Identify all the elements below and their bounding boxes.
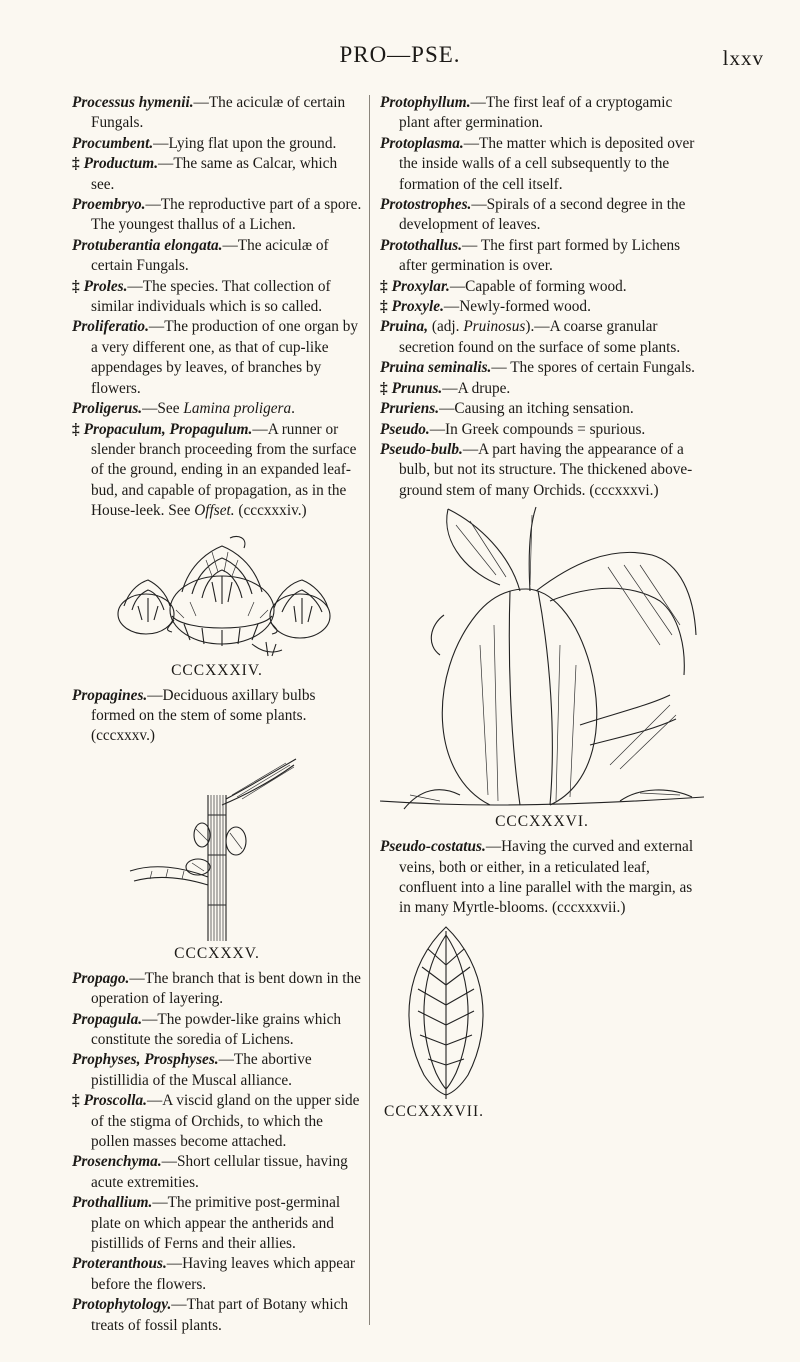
figure-cccxxxiv <box>72 532 362 680</box>
obsolete-marker: ‡ <box>380 298 388 316</box>
entry-definition: — The first part formed by Lichens after germination is over. <box>399 236 681 275</box>
entry-definition: —The aciculæ of certain Fungals. <box>91 94 346 132</box>
myrtle-leaf-illustration <box>386 925 506 1101</box>
figure-cccxxxvii <box>386 925 704 1121</box>
entry-definition: —The species. That collection of similar individuals which is so called. <box>91 277 331 316</box>
glossary-entry <box>380 837 704 919</box>
obsolete-marker: ‡ <box>72 420 80 438</box>
entry-definition: —The powder-like grains which constitute the soredia of Lichens. <box>91 1010 342 1048</box>
entry-term: Proxyle. <box>391 298 444 316</box>
obsolete-marker: ‡ <box>72 1092 80 1110</box>
entry-definition: —That part of Botany which treats of fossil plants. <box>91 1296 349 1334</box>
figure-caption: CCCXXXV. <box>174 944 260 962</box>
entry-definition: —Spirals of a second degree in the development of leaves. <box>399 196 686 234</box>
entry-term: Protuberantia elongata. <box>72 236 223 254</box>
entry-term: Pseudo. <box>380 420 430 438</box>
figure-cccxxxvi <box>380 505 704 831</box>
entry-definition: —The aciculæ of certain Fungals. <box>91 236 329 275</box>
entry-term: Proteranthous. <box>72 1255 167 1273</box>
entry-term: Protothallus. <box>380 236 463 254</box>
entry-term: Pruina, <box>380 318 429 336</box>
glossary-entry <box>380 440 704 501</box>
entry-definition: —The branch that is bent down in the operation of layering. <box>91 969 361 1008</box>
entry-term: Pruina seminalis. <box>380 359 492 377</box>
entry-definition: —The production of one organ by a very different one, as that of cup-like appendages by leaves, of branches by flowers. <box>91 318 359 397</box>
glossary-entry <box>380 358 704 378</box>
glossary-entry <box>72 195 362 236</box>
glossary-entry <box>72 1050 362 1091</box>
entry-term: Processus hymenii. <box>72 94 194 111</box>
entry-definition: —The abortive pistillidia of the Muscal alliance. <box>91 1051 312 1089</box>
entry-term: Propagula. <box>72 1010 143 1028</box>
figure-cccxxxv <box>72 755 362 963</box>
glossary-entry <box>72 969 362 1010</box>
entry-term: Proliferatio. <box>72 318 149 336</box>
pseudo-bulb-illustration <box>380 505 704 811</box>
axillary-bulbs-illustration <box>72 755 362 943</box>
entry-definition: —A part having the appearance of a bulb, but not its structure. The thickened above-ground stem of many Orchids. (cccxxxvi.) <box>399 440 693 499</box>
glossary-entry <box>72 317 362 399</box>
glossary-entry <box>380 420 704 440</box>
glossary-entry <box>72 1254 362 1295</box>
entry-definition: —Newly-formed wood. <box>443 298 591 316</box>
entry-definition-end: ).—A coarse granular secretion found on the surface of some plants. <box>399 318 681 356</box>
glossary-entry <box>380 317 704 358</box>
entry-list <box>72 93 362 522</box>
entry-term: Protophytology. <box>72 1296 172 1314</box>
entry-definition: —Having leaves which appear before the flowers. <box>91 1255 355 1293</box>
entry-definition: —A runner or slender branch proceeding from the surface of the ground, ending in an expanded leaf-bud, and capable of propagation, as in the House-leek. See <box>91 420 357 520</box>
column-divider <box>369 95 370 1325</box>
left-column <box>72 93 362 1336</box>
entry-definition: —Deciduous axillary bulbs formed on the stem of some plants. (cccxxxv.) <box>91 686 316 745</box>
entry-definition: —The primitive post-germinal plate on which appear the antherids and pistillids of Ferns and their allies. <box>91 1194 341 1253</box>
glossary-entry <box>380 379 704 399</box>
running-title: PRO—PSE. <box>339 42 461 67</box>
entry-definition: —The matter which is deposited over the inside walls of a cell subsequently to the formation of the cell itself. <box>399 134 695 193</box>
entry-definition: —The reproductive part of a spore. The youngest thallus of a Lichen. <box>91 196 362 234</box>
entry-term: Propagines. <box>72 686 148 704</box>
glossary-entry <box>72 686 362 747</box>
entry-term: Prunus. <box>391 379 443 397</box>
obsolete-marker: ‡ <box>72 277 80 295</box>
glossary-entry <box>72 236 362 277</box>
entry-term: Pseudo-costatus. <box>380 838 486 856</box>
entry-term: Propaculum, Propagulum. <box>83 420 253 438</box>
glossary-entry <box>72 93 362 134</box>
entry-definition: —See <box>142 400 184 418</box>
entry-list <box>380 93 704 501</box>
entry-term: Proligerus. <box>72 400 143 418</box>
entry-term: Procumbent. <box>72 134 154 152</box>
entry-cross-reference: Offset. <box>194 502 235 520</box>
entry-term: Prosenchyma. <box>72 1153 162 1171</box>
glossary-entry <box>380 297 704 317</box>
glossary-entry <box>380 93 704 134</box>
entry-definition: —Having the curved and external veins, both or either, in a reticulated leaf, confluent into a line parallel with the margin, as in many Myrtle-blooms. (cccxxxvii.) <box>399 838 694 917</box>
glossary-entry <box>72 277 362 318</box>
entry-definition: —Capable of forming wood. <box>449 277 627 295</box>
entry-definition: —Causing an itching sensation. <box>439 400 634 418</box>
entry-definition: —In Greek compounds = spurious. <box>429 420 646 438</box>
entry-definition-end: . <box>291 400 295 418</box>
glossary-entry <box>380 134 704 195</box>
glossary-entry <box>72 399 362 419</box>
entry-definition: —A drupe. <box>442 379 511 397</box>
entry-term: Productum. <box>83 155 159 173</box>
entry-definition: — The spores of certain Fungals. <box>491 359 695 377</box>
glossary-entry <box>72 1091 362 1152</box>
glossary-entry <box>380 236 704 277</box>
figure-caption: CCCXXXVII. <box>384 1102 484 1120</box>
glossary-entry <box>380 195 704 236</box>
figure-caption: CCCXXXIV. <box>171 661 263 679</box>
glossary-entry <box>72 1193 362 1254</box>
entry-term: Proles. <box>83 277 128 295</box>
entry-definition: —The same as Calcar, which see. <box>91 155 338 193</box>
figure-caption: CCCXXXVI. <box>495 813 589 831</box>
obsolete-marker: ‡ <box>380 277 388 295</box>
right-column <box>380 93 704 1127</box>
glossary-entry <box>380 277 704 297</box>
entry-definition-end: (cccxxxiv.) <box>234 502 307 520</box>
obsolete-marker: ‡ <box>72 155 80 173</box>
houseleek-illustration <box>72 532 362 660</box>
entry-term: Pseudo-bulb. <box>380 440 463 458</box>
entry-cross-reference: Lamina proligera <box>183 400 292 418</box>
entry-term: Proembryo. <box>72 196 146 214</box>
glossary-entry <box>72 1152 362 1193</box>
entry-term: Protoplasma. <box>380 134 464 152</box>
entry-term: Protophyllum. <box>380 94 471 111</box>
entry-term: Proxylar. <box>391 277 450 295</box>
entry-definition: —The first leaf of a cryptogamic plant after germination. <box>399 94 673 132</box>
glossary-entry <box>72 154 362 195</box>
entry-list <box>380 837 704 919</box>
entry-definition: —Short cellular tissue, having acute extremities. <box>91 1153 348 1191</box>
entry-term: Proscolla. <box>83 1092 147 1110</box>
page-number: lxxv <box>722 46 764 70</box>
glossary-entry <box>72 420 362 522</box>
entry-definition: (adj. <box>428 318 464 336</box>
glossary-entry <box>72 134 362 154</box>
obsolete-marker: ‡ <box>380 379 388 397</box>
entry-term: Propago. <box>72 969 130 987</box>
glossary-entry <box>72 1295 362 1336</box>
entry-list <box>72 969 362 1336</box>
entry-term: Pruriens. <box>380 400 440 418</box>
entry-term: Prothallium. <box>72 1194 153 1212</box>
entry-definition: —A viscid gland on the upper side of the stigma of Orchids, to which the pollen masses become attached. <box>91 1092 360 1150</box>
page-header <box>0 42 800 82</box>
entry-cross-reference: Pruinosus <box>463 318 526 336</box>
glossary-entry <box>72 1010 362 1051</box>
glossary-entry <box>380 399 704 419</box>
entry-term: Protostrophes. <box>380 196 472 214</box>
entry-list <box>72 686 362 747</box>
entry-term: Prophyses, Prosphyses. <box>72 1051 219 1069</box>
entry-definition: —Lying flat upon the ground. <box>153 134 337 152</box>
